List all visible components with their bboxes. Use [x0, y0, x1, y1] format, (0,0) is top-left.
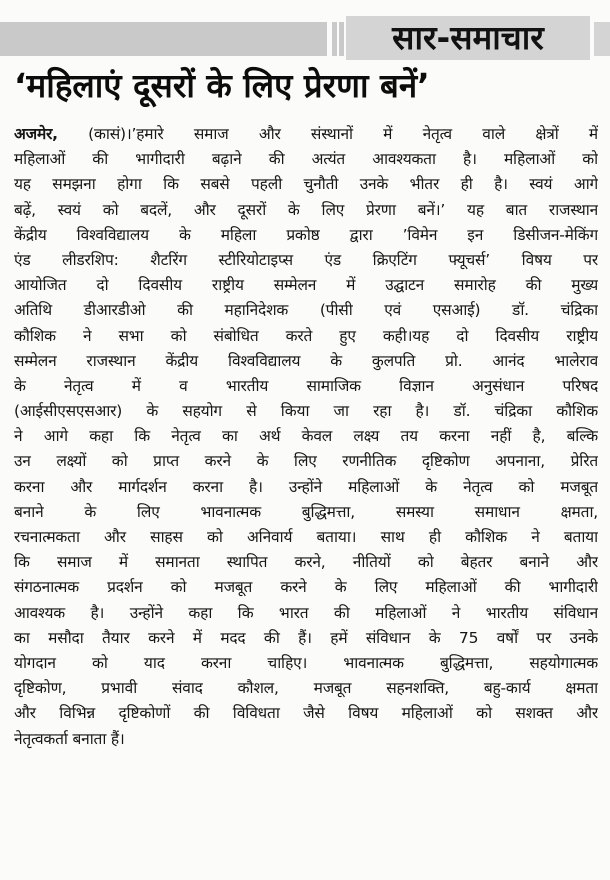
article-line: कौशिक ने सभा को संबोधित करते हुए कही।यह दो दिवसीय राष्ट्रीय — [14, 326, 598, 345]
section-title: सार-समाचार — [346, 16, 590, 60]
article-line: केंद्रीय विश्वविद्यालय के महिला प्रकोष्ठ द्वारा ’विमेन इन डिसीजन-मेकिंग — [14, 225, 598, 244]
article-headline: ‘महिलाएं दूसरों के लिए प्रेरणा बनें’ — [14, 66, 430, 105]
article-line: यह समझना होगा कि सबसे पहली चुनौती उनके भीतर ही है। स्वयं आगे — [14, 175, 598, 194]
article-line: उन लक्ष्यों को प्राप्त करने के लिए रणनीतिक दृष्टिकोण अपनाना, प्रेरित — [14, 452, 598, 471]
section-header-tail — [594, 22, 610, 56]
section-header-band — [0, 22, 327, 56]
article-line: एंड लीडरशिप: शैटरिंग स्टीरियोटाइप्स एंड क्रिएटिंग फ्यूचर्स’ विषय पर — [14, 250, 598, 269]
article-line: महिलाओं की भागीदारी बढ़ाने की अत्यंत आवश्यकता है। महिलाओं को — [14, 150, 598, 169]
article-line: योगदान को याद करना चाहिए। भावनात्मक बुद्धिमत्ता, सहयोगात्मक — [14, 653, 598, 672]
section-header-divider — [332, 22, 337, 56]
article-body — [14, 122, 598, 874]
article-line: रचनात्मकता और साहस को अनिवार्य बताया। साथ ही कौशिक ने बताया — [14, 528, 598, 546]
article-dateline: अजमेर, — [14, 125, 58, 143]
article-line: बनाने के लिए भावनात्मक बुद्धिमत्ता, समस्या समाधान क्षमता, — [14, 502, 598, 521]
article-line: के नेतृत्व में व भारतीय सामाजिक विज्ञान अनुसंधान परिषद — [14, 376, 598, 395]
article-line — [14, 122, 598, 147]
article-line: और विभिन्न दृष्टिकोणों की विविधता जैसे विषय महिलाओं को सशक्त और — [14, 704, 598, 723]
article-line: ने आगे कहा कि नेतृत्व का अर्थ केवल लक्ष्य तय करना नहीं है, बल्कि — [14, 427, 598, 446]
article-line: का मसौदा तैयार करने में मदद की हैं। हमें संविधान के 75 वर्षों पर उनके — [14, 628, 598, 647]
article-line: बढ़ें, स्वयं को बदलें, और दूसरों के लिए प्रेरणा बनें।’ यह बात राजस्थान — [14, 200, 598, 219]
article-line: कि समाज में समानता स्थापित करने, नीतियों को बेहतर बनाने और — [14, 553, 598, 572]
section-header-divider — [339, 22, 344, 56]
article-line: आवश्यक है। उन्होंने कहा कि भारत की महिलाओं ने भारतीय संविधान — [14, 603, 598, 622]
article-line: नेतृत्वकर्ता बनाता हैं। — [14, 729, 125, 748]
article-line: करना और मार्गदर्शन करना है। उन्होंने महिलाओं के नेतृत्व को मजबूत — [14, 477, 598, 496]
article-line-text: (कासं)।’हमारे समाज और संस्थानों में नेतृत्व वाले क्षेत्रों में — [57, 125, 598, 143]
article-line: अतिथि डीआरडीओ की महानिदेशक (पीसी एवं एसआई) डॉ. चंद्रिका — [14, 301, 598, 320]
article-line: संगठनात्मक प्रदर्शन को मजबूत करने के लिए महिलाओं की भागीदारी — [14, 578, 598, 597]
article-line: दृष्टिकोण, प्रभावी संवाद कौशल, मजबूत सहनशक्ति, बहु-कार्य क्षमता — [14, 679, 598, 698]
article-line: सम्मेलन राजस्थान केंद्रीय विश्वविद्यालय के कुलपति प्रो. आनंद भालेराव — [14, 351, 598, 370]
article-line: आयोजित दो दिवसीय राष्ट्रीय सम्मेलन में उद्घाटन समारोह की मुख्य — [14, 276, 598, 295]
article-line: (आईसीएसएसआर) के सहयोग से किया जा रहा है। डॉ. चंद्रिका कौशिक — [14, 402, 598, 421]
